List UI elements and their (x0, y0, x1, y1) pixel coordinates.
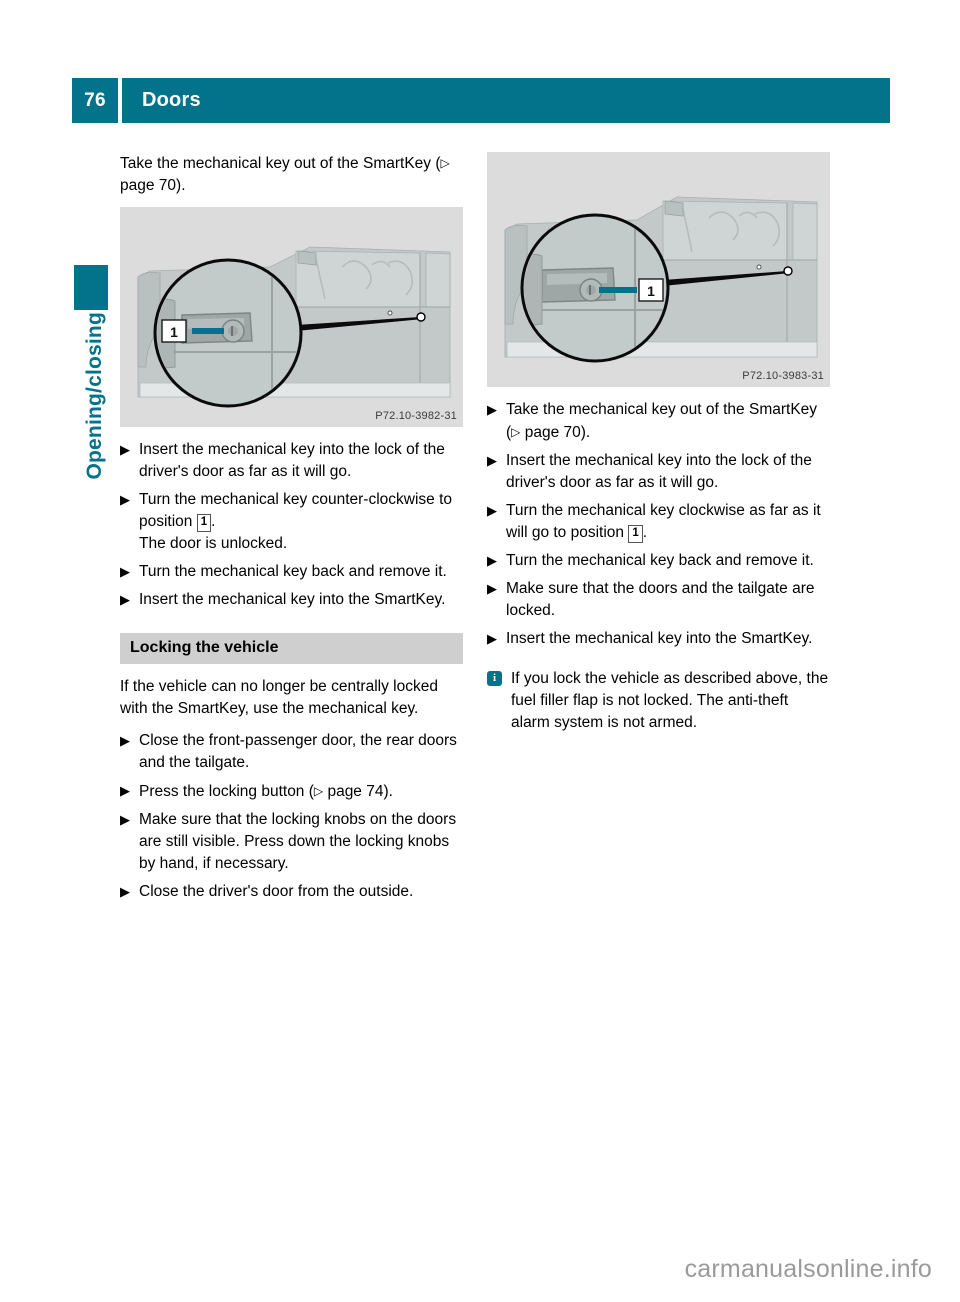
locking-steps-list (120, 730, 463, 903)
info-note-text: If you lock the vehicle as described above, the fuel filler flap is not locked. The anti-theft alarm system is not armed. (511, 670, 829, 731)
list-item (120, 589, 463, 611)
bullet-triangle-icon: ▶ (120, 492, 130, 507)
bullet-triangle-icon: ▶ (120, 733, 130, 748)
step-text-before: Press the locking button ( (139, 783, 314, 800)
list-item (120, 561, 463, 583)
list-item (120, 780, 463, 803)
step-text: Turn the mechanical key counter-clockwise to position (139, 491, 453, 530)
list-item (120, 730, 463, 774)
page-header (72, 78, 890, 123)
page-title: Doors (142, 89, 201, 111)
bullet-triangle-icon: ▶ (120, 812, 130, 827)
section-tab-block (74, 265, 108, 310)
step-text: Insert the mechanical key into the SmartKey. (139, 591, 446, 608)
figure-unlock (120, 207, 463, 427)
bullet-triangle-icon: ▶ (487, 402, 497, 417)
step-text: Make sure that the locking knobs on the doors are still visible. Press down the locking knobs by hand, if necessary. (139, 811, 457, 872)
list-item (120, 809, 463, 875)
figure-caption: P72.10-3983-31 (742, 370, 824, 382)
bullet-triangle-icon: ▶ (487, 581, 497, 596)
step-text-before: Turn the mechanical key clockwise as far as it will go to position (506, 502, 821, 541)
step-text: Close the front-passenger door, the rear doors and the tailgate. (139, 732, 457, 771)
bullet-triangle-icon: ▶ (120, 884, 130, 899)
step-text: Close the driver's door from the outside. (139, 883, 414, 900)
section-tab-label: Opening/closing (83, 312, 106, 480)
left-column (120, 152, 463, 909)
step-text: Turn the mechanical key back and remove it. (139, 563, 447, 580)
figure-lock (487, 152, 830, 387)
step-ref-text: page 70 (520, 424, 581, 441)
list-item (487, 450, 830, 494)
bullet-triangle-icon: ▶ (120, 564, 130, 579)
svg-text:1: 1 (170, 324, 178, 340)
list-item (120, 489, 463, 555)
position-marker-1: 1 (628, 525, 642, 543)
unlock-steps-list (120, 439, 463, 611)
page-ref-arrow-icon: ▷ (313, 784, 324, 798)
driver-door-lock-lock-illustration (487, 152, 830, 387)
list-item (120, 439, 463, 483)
step-text: Turn the mechanical key back and remove it. (506, 552, 814, 569)
intro-ref-text: page 70 (120, 177, 177, 194)
step-text-after: ). (383, 783, 393, 800)
list-item (487, 578, 830, 622)
info-icon: i (487, 671, 502, 686)
step-text-before: Take the mechanical key out of the SmartKey ( (506, 401, 818, 441)
bullet-triangle-icon: ▶ (487, 631, 497, 646)
list-item (487, 399, 830, 444)
bullet-triangle-icon: ▶ (487, 503, 497, 518)
driver-door-lock-unlock-illustration (120, 207, 463, 427)
list-item (487, 500, 830, 544)
bullet-triangle-icon: ▶ (120, 592, 130, 607)
bullet-triangle-icon: ▶ (487, 453, 497, 468)
figure-caption: P72.10-3982-31 (375, 410, 457, 422)
info-note (487, 668, 830, 734)
step-text-suffix: . (211, 513, 216, 530)
intro-text-after: ). (176, 177, 186, 194)
intro-paragraph (120, 152, 463, 197)
step-text: Insert the mechanical key into the lock of the driver's door as far as it will go. (506, 452, 812, 491)
lock-steps-list (487, 399, 830, 650)
intro-text-before: Take the mechanical key out of the SmartKey ( (120, 155, 441, 172)
position-marker-1: 1 (197, 514, 211, 532)
step-result-text: The door is unlocked. (139, 535, 288, 552)
subheading-locking-the-vehicle: Locking the vehicle (120, 633, 463, 664)
step-ref-text: page 74 (323, 783, 384, 800)
step-text: Insert the mechanical key into the lock of the driver's door as far as it will go. (139, 441, 445, 480)
bullet-triangle-icon: ▶ (487, 553, 497, 568)
page-number: 76 (72, 78, 118, 123)
header-title-bar (122, 78, 890, 123)
list-item (120, 881, 463, 903)
locking-body-paragraph: If the vehicle can no longer be centrally locked with the SmartKey, use the mechanical key. (120, 678, 438, 717)
section-tab (74, 265, 108, 480)
page-ref-arrow-icon: ▷ (440, 156, 450, 170)
step-text-after: ). (580, 424, 591, 441)
bullet-triangle-icon: ▶ (120, 783, 130, 798)
step-text-after: . (642, 524, 648, 541)
right-column (487, 152, 830, 734)
page-ref-arrow-icon: ▷ (511, 425, 521, 439)
list-item (487, 628, 830, 650)
step-text: Insert the mechanical key into the SmartKey. (506, 630, 813, 647)
bullet-triangle-icon: ▶ (120, 442, 130, 457)
step-text: Make sure that the doors and the tailgate are locked. (506, 580, 815, 619)
watermark: carmanualsonline.info (684, 1255, 932, 1283)
svg-text:1: 1 (647, 283, 655, 299)
list-item (487, 550, 830, 572)
